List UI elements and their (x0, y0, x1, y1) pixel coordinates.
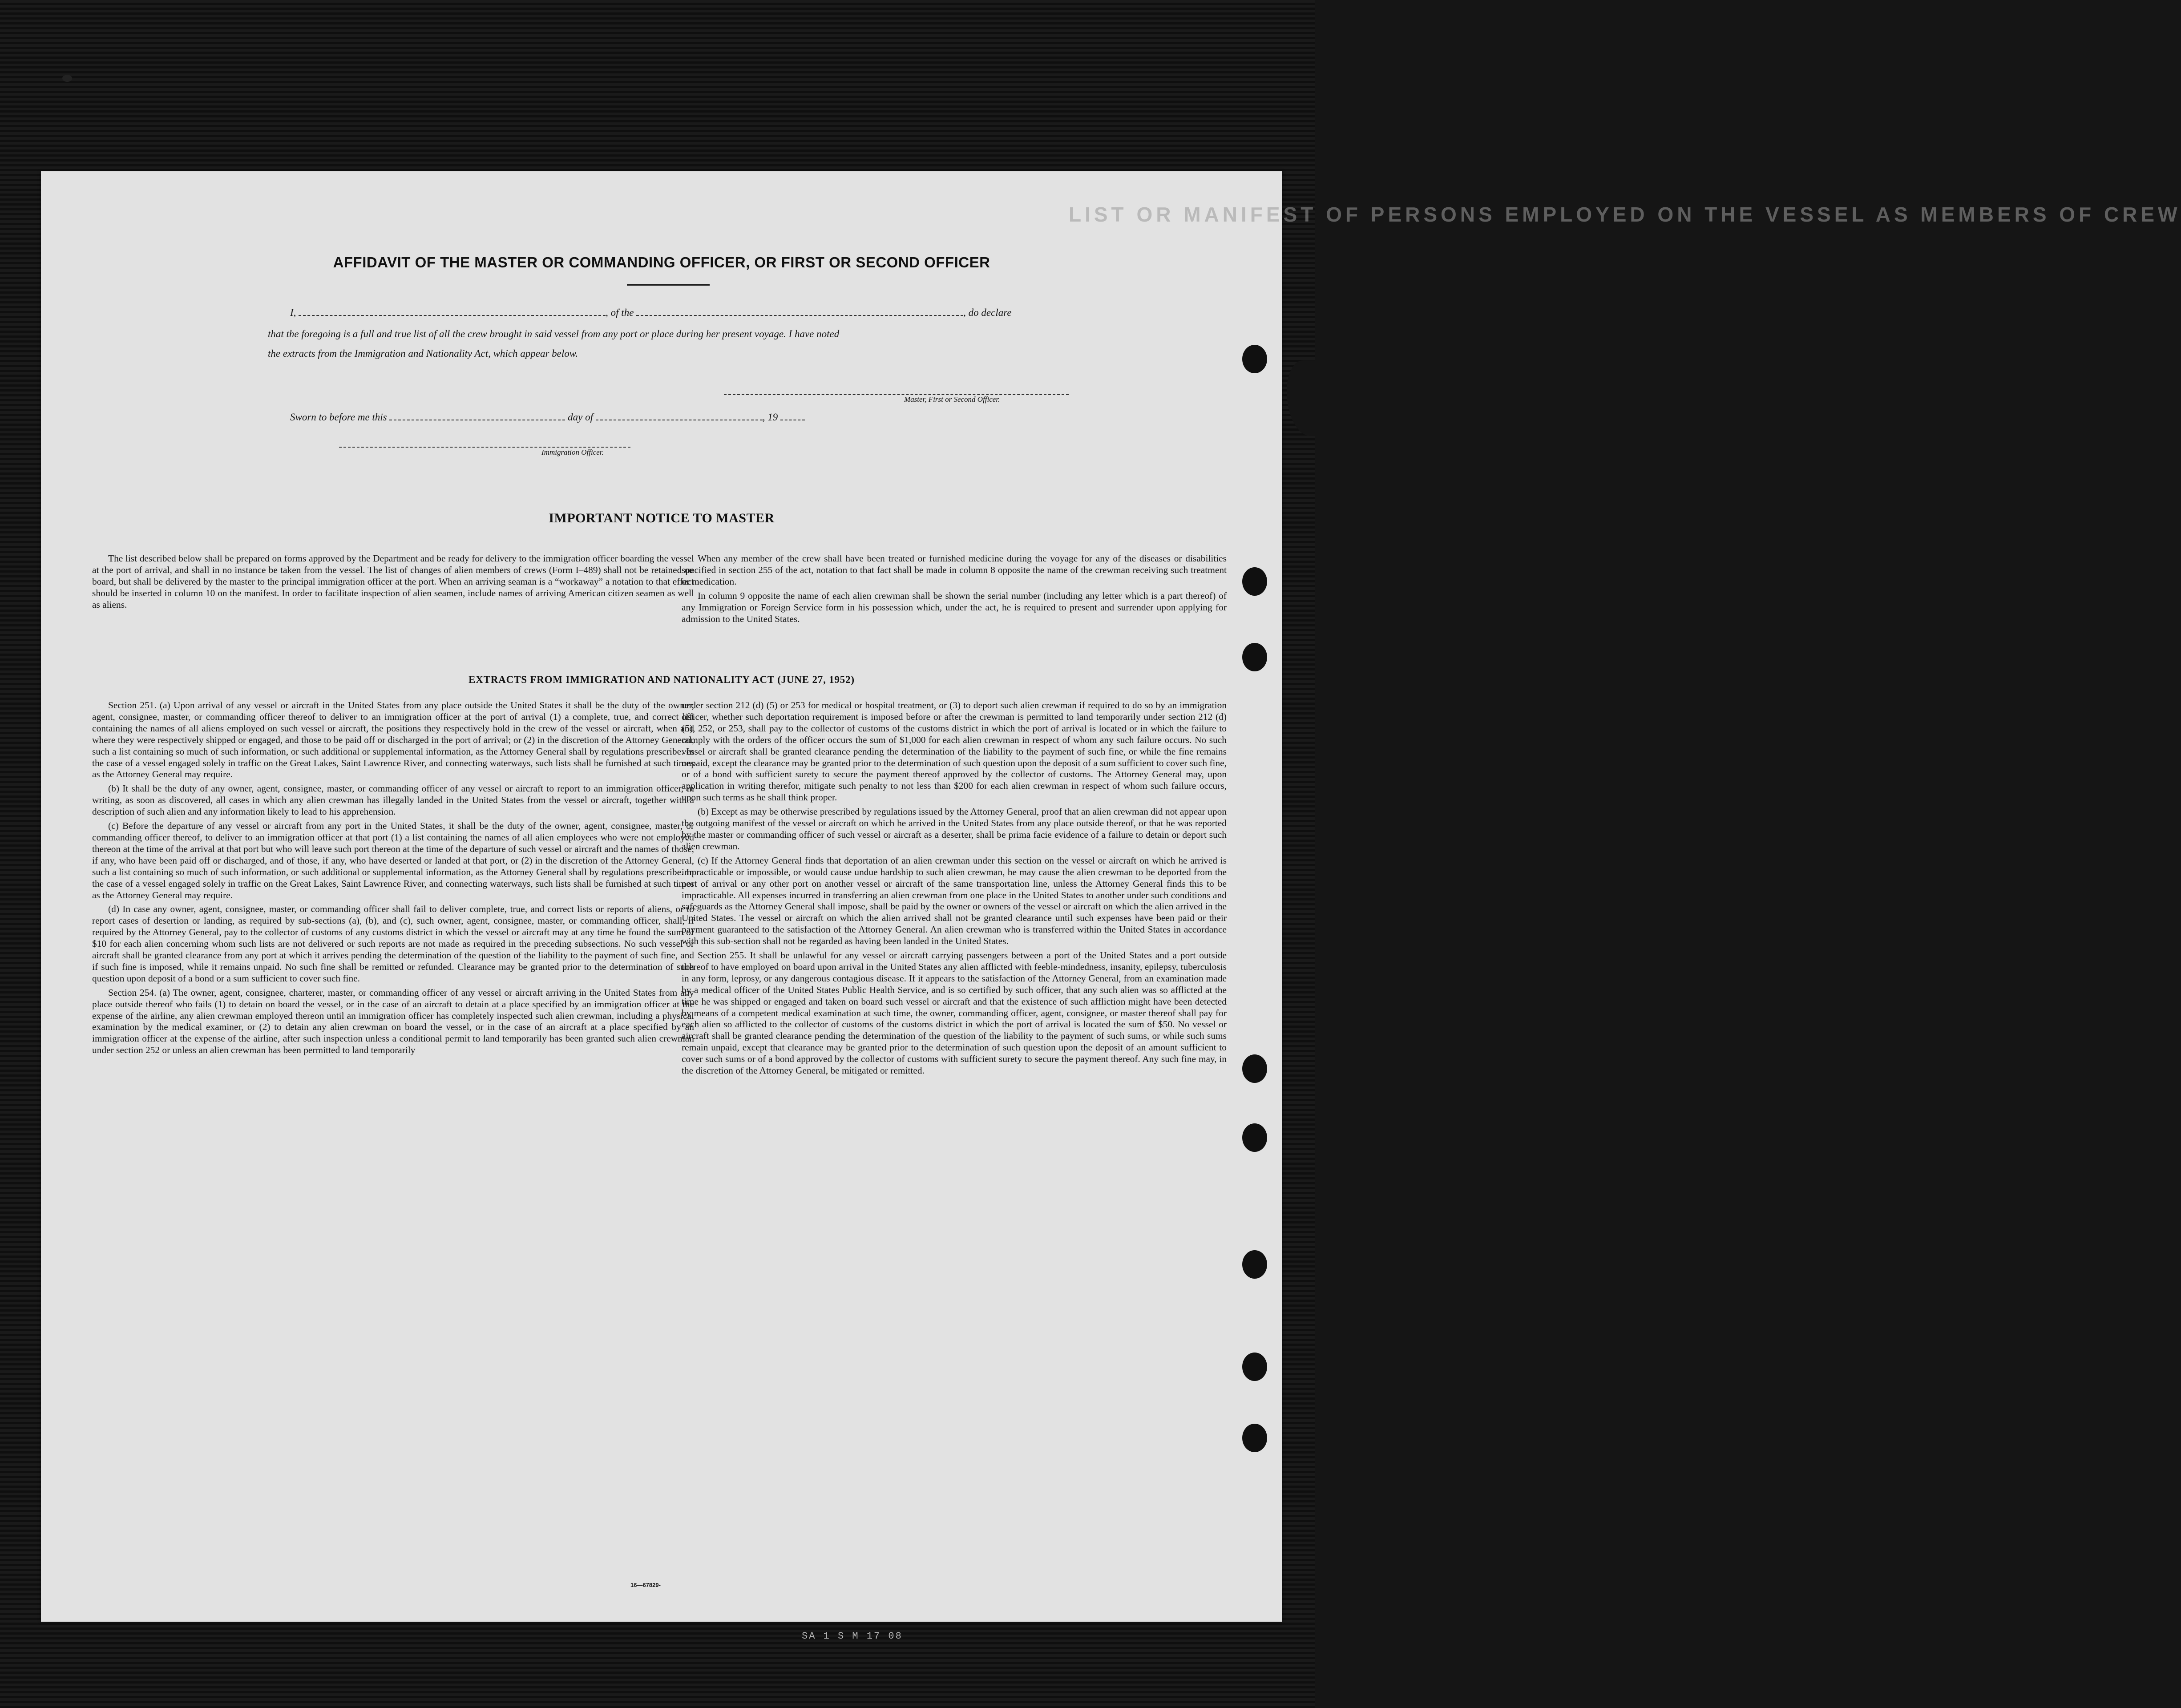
form-number: 16—67829- (630, 1582, 661, 1588)
notice-paragraph: The list described below shall be prepared on forms approved by the Department and be ready for delivery to the immigration officer boarding the vessel at the port of arrival, and shall in no instance be taken from the vessel. The list of changes of alien members of crews (Form I–489) shall not be retained on board, but shall be delivered by the master to the principal immigration officer at the port. When an arriving seaman is a “workaway” a notation to that effect should be inserted in column 10 on the manifest. In order to facilitate inspection of alien seamen, include names of arriving American citizen seamen as well as aliens. (92, 553, 694, 610)
section-251-d: (d) In case any owner, agent, consignee, master, or commanding officer shall fail to deliver complete, true, and correct lists or reports of aliens, or to report cases of desertion or landing, as required by sub-sections (a), (b), and (c), such owner, agent, consignee, master, or commanding officer, shall, if required by the Attorney General, pay to the collector of customs of any customs district in which the vessel or aircraft may at any time be found the sum of $10 for each alien concerning whom such lists are not delivered or such reports are not made as required in the preceding subsections. No such vessel or aircraft shall be granted clearance from any port at which it arrives pending the determination of the question of the liability to the payment of such fine, and if such fine is imposed, while it remains unpaid. No such fine shall be remitted or refunded. Clearance may be granted prior to the determination of such question upon deposit of a bond or a sum sufficient to cover such fine. (92, 904, 694, 984)
punch-hole (1242, 643, 1267, 671)
section-251-a: Section 251. (a) Upon arrival of any vessel or aircraft in the United States from any place outside the United States it shall be the duty of the owner, agent, consignee, master, or commanding officer thereof to deliver to an immigration officer at the port of arrival (1) a complete, true, and correct list containing the names of all aliens employed on such vessel or aircraft, the positions they respectively hold in the crew of the vessel or aircraft, when and where they were respectively shipped or engaged, and those to be paid off or discharged in the port of arrival; or (2) in the discretion of the Attorney General, such a list containing so much of such information, or such additional or supplemental information, as the Attorney General shall by regulations prescribe. In the case of a vessel engaged solely in traffic on the Great Lakes, Saint Lawrence River, and connecting waterways, such lists shall be furnished at such times as the Attorney General may require. (92, 700, 694, 780)
vessel-name-blank (636, 309, 963, 316)
declarant-name-blank (299, 309, 606, 316)
punch-hole (1242, 567, 1267, 596)
extracts-title: EXTRACTS FROM IMMIGRATION AND NATIONALITY ACT (JUNE 27, 1952) (469, 674, 855, 685)
punch-hole (1242, 1353, 1267, 1381)
sworn-day-blank (389, 413, 565, 420)
section-254-a-continued: under section 212 (d) (5) or 253 for medical or hospital treatment, or (3) to deport such alien crewman if required to do so by an immigration officer, whether such deportation requirement is imposed before or after the crewman is permitted to land temporarily under section 212 (d) (5), 252, or 253, shall pay to the collector of customs of the customs district in which the port of arrival is located or in which the failure to comply with the orders of the officer occurs the sum of $1,000 for each alien crewman in respect of whom any such failure occurs. No such vessel or aircraft shall be granted clearance pending the determination of the liability to the payment of such fine, or while the fine remains unpaid, except the clearance may be granted prior to the determination of such question upon the deposit of a sum sufficient to cover such fine, or of a bond with sufficient surety to secure the payment thereof approved by the collector of customs. The Attorney General may, upon application in writing therefor, mitigate such penalty to not less than $200 for each alien crewman in respect of whom such failure occurs, upon such terms as he shall think proper. (682, 700, 1227, 803)
punch-hole (1242, 1424, 1267, 1452)
sworn-day-of: day of (568, 412, 593, 423)
vessel-prefix: , of the (606, 307, 634, 318)
punch-hole (1242, 1054, 1267, 1083)
section-255: Section 255. It shall be unlawful for any vessel or aircraft carrying passengers between a port of the United States and a port outside thereof to have employed on board upon arrival in the United States any alien afflicted with feeble-mindedness, insanity, epilepsy, tuberculosis in any form, leprosy, or any dangerous contagious disease. If it appears to the satisfaction of the Attorney General, from an examination made by a medical officer of the United States Public Health Service, and is so certified by such officer, that any such alien was so afflicted at the time he was shipped or engaged and taken on board such vessel or aircraft and that the existence of such affliction might have been detected by means of a competent medical examination at such time, the owner, commanding officer, agent, consignee, or master thereof shall pay for each alien so afflicted to the collector of customs of the customs district in which the port of arrival is located the sum of $50. No vessel or aircraft shall be granted clearance pending the determination of the question of the liability to the payment of such sums, or while such sums remain unpaid, except that clearance may be granted prior to the determination of such question upon the deposit of an amount sufficient to cover such sums or of a bond approved by the collector of customs with sufficient surety to secure the payment thereof. Any such fine may, in the discretion of the Attorney General, be mitigated or remitted. (682, 950, 1227, 1076)
extracts-right-column (682, 700, 1227, 1079)
declare-text: , do declare (963, 307, 1012, 318)
section-254-b: (b) Except as may be otherwise prescribed by regulations issued by the Attorney General, proof that an alien crewman did not appear upon the outgoing manifest of the vessel or aircraft on which he arrived in the United States from any place outside thereof, or that he was reported by the master or commanding officer of such vessel or aircraft as a deserter, shall be prima facie evidence of a failure to detain or deport such alien crewman. (682, 806, 1227, 852)
document-page (41, 171, 2181, 1642)
master-signature-label: Master, First or Second Officer. (904, 395, 1000, 404)
bleed-through-text: LIST OR MANIFEST OF PERSONS EMPLOYED ON THE VESSEL AS MEMBERS OF CREW (1069, 203, 2181, 226)
notice-paragraph: When any member of the crew shall have been treated or furnished medicine during the voyage for any of the diseases or disabilities specified in section 255 of the act, notation to that fact shall be made in column 8 opposite the name of the crewman receiving such treatment or medication. (682, 553, 1227, 587)
section-254-c: (c) If the Attorney General finds that deportation of an alien crewman under this section on the vessel or aircraft on which he arrived is impracticable or impossible, or would cause undue hardship to such alien crewman, he may cause the alien crewman to be deported from the port of arrival or any other port on another vessel or aircraft of the same transportation line, unless the Attorney General finds this to be impracticable. All expenses incurred in transferring an alien crewman from one place in the United States to another under such conditions and safeguards as the Attorney General shall impose, shall be paid by the owner or owners of the vessel or aircraft on which the alien arrived in the United States. The vessel or aircraft on which the alien arrived shall not be granted clearance until such expenses have been paid or their payment guaranteed to the satisfaction of the Attorney General. An alien crewman who is transferred within the United States in accordance with this sub-section shall not be regarded as having been landed in the United States. (682, 855, 1227, 947)
affidavit-title: AFFIDAVIT OF THE MASTER OR COMMANDING OFFICER, OR FIRST OR SECOND OFFICER (333, 254, 990, 271)
scan-speck (62, 75, 72, 82)
punch-hole (1242, 345, 1267, 373)
punch-hole (1242, 1250, 1267, 1279)
section-251-c: (c) Before the departure of any vessel or aircraft from any port in the United States, it shall be the duty of the owner, agent, consignee, master, or commanding officer thereof, to deliver to an immigration officer at that port (1) a list containing the names of all alien employees who were not employed thereon at the time of the arrival at that port but who will leave such port thereon at the time of the departure of such vessel or aircraft and the names of those, if any, who have been paid off or discharged, and of those, if any, who have deserted or landed at that port, or (2) in the discretion of the Attorney General, such a list containing so much of such information, or such additional or supplemental information, as the Attorney General shall by regulations prescribe. In the case of a vessel engaged solely in traffic on the Great Lakes, Saint Lawrence River, and connecting waterways, such lists shall be furnished at such times as the Attorney General may require. (92, 820, 694, 900)
sworn-month-blank (596, 413, 763, 420)
master-signature-line (724, 388, 1069, 395)
punch-hole (1242, 1123, 1267, 1152)
declaration-text-line-2: that the foregoing is a full and true list of all the crew brought in said vessel from any port or place during her present voyage. I have noted (268, 328, 840, 339)
sworn-year-prefix: , 19 (762, 412, 778, 423)
title-rule (627, 284, 710, 286)
declaration-line (290, 307, 1012, 319)
notice-paragraph: In column 9 opposite the name of each alien crewman shall be shown the serial number (including any letter which is a part thereof) of any Immigration or Foreign Service form in his possession which, under the act, he is required to present and surrender upon applying for admission to the United States. (682, 590, 1227, 624)
section-254-a: Section 254. (a) The owner, agent, consignee, charterer, master, or commanding officer of any vessel or aircraft arriving in the United States from any place outside thereof who fails (1) to detain on board the vessel, or in the case of an aircraft to detain at a place specified by an immigration officer at the expense of the airline, any alien crewman employed thereon until an immigration officer has completely inspected such alien crewman, including a physical examination by the medical examiner, or (2) to detain any alien crewman on board the vessel, or in the case of an aircraft at a place specified by an immigration officer at the expense of the airline, after such inspection unless a conditional permit to land temporarily has been granted such alien crewman under section 252 or unless an alien crewman has been permitted to land temporarily (92, 987, 694, 1056)
immigration-officer-signature-line (339, 440, 630, 448)
notice-right-column (682, 553, 1227, 627)
faint-stamp: SA 1 S M 17 08 (802, 1631, 903, 1642)
immigration-officer-label: Immigration Officer. (541, 448, 604, 456)
sworn-year-blank (780, 413, 805, 420)
extracts-left-column (92, 700, 694, 1059)
declarant-prefix: I, (290, 307, 296, 318)
notice-left-column (92, 553, 694, 614)
sworn-prefix: Sworn to before me this (290, 412, 387, 423)
sworn-line (290, 412, 805, 423)
declaration-text-line-3: the extracts from the Immigration and Nationality Act, which appear below. (268, 348, 578, 359)
section-251-b: (b) It shall be the duty of any owner, agent, consignee, master, or commanding officer of any vessel or aircraft to report to an immigration officer, in writing, as soon as discovered, all cases in which any alien crewman has illegally landed in the United States from the vessel or aircraft, together with a description of such alien and any information likely to lead to his apprehension. (92, 783, 694, 817)
notice-title: IMPORTANT NOTICE TO MASTER (549, 511, 775, 525)
